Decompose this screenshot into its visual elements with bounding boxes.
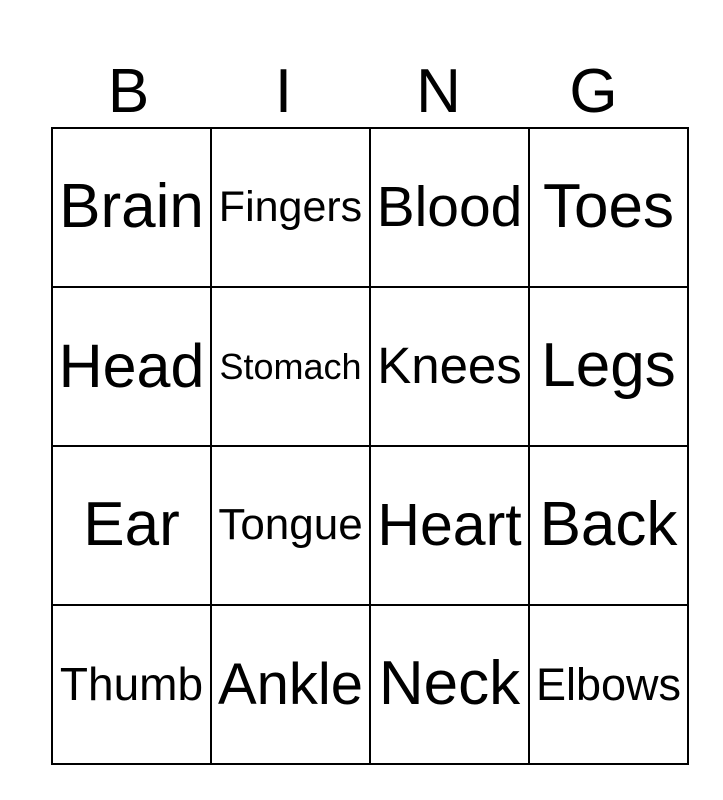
cell-label: Blood — [376, 175, 523, 240]
header-letter-b: B — [107, 57, 150, 126]
cell-label: Head — [58, 331, 205, 400]
cell-label: Ankle — [217, 651, 364, 717]
bingo-cell[interactable] — [370, 287, 529, 446]
bingo-cell[interactable] — [211, 446, 370, 605]
bingo-cell[interactable] — [52, 446, 211, 605]
bingo-row — [52, 287, 688, 446]
bingo-cell[interactable] — [211, 128, 370, 287]
cell-label: Neck — [378, 649, 521, 719]
cell-label: Ear — [83, 490, 180, 560]
bingo-header — [51, 40, 671, 127]
cell-label: Fingers — [218, 182, 363, 231]
bingo-grid — [51, 127, 689, 765]
header-letter-n: N — [416, 57, 461, 126]
cell-label: Heart — [377, 492, 522, 559]
bingo-cell[interactable] — [370, 446, 529, 605]
cell-label: Toes — [543, 172, 674, 242]
bingo-row — [52, 446, 688, 605]
bingo-cell[interactable] — [211, 605, 370, 764]
bingo-row — [52, 605, 688, 764]
header-letter-i: I — [274, 57, 293, 126]
cell-label: Brain — [59, 172, 204, 242]
cell-label: Legs — [541, 331, 676, 401]
header-letter-g: G — [569, 57, 618, 126]
bingo-cell[interactable] — [52, 287, 211, 446]
bingo-cell[interactable] — [529, 605, 688, 764]
bingo-cell[interactable] — [211, 287, 370, 446]
bingo-cell[interactable] — [370, 128, 529, 287]
bingo-cell[interactable] — [529, 287, 688, 446]
bingo-cell[interactable] — [529, 128, 688, 287]
bingo-row — [52, 128, 688, 287]
cell-label: Elbows — [535, 658, 682, 710]
cell-label: Knees — [377, 337, 522, 395]
cell-label: Tongue — [218, 500, 363, 550]
cell-label: Back — [539, 490, 678, 560]
cell-label: Stomach — [219, 345, 362, 387]
bingo-cell[interactable] — [370, 605, 529, 764]
bingo-cell[interactable] — [52, 605, 211, 764]
bingo-cell[interactable] — [529, 446, 688, 605]
cell-label: Thumb — [59, 658, 204, 711]
bingo-cell[interactable] — [52, 128, 211, 287]
